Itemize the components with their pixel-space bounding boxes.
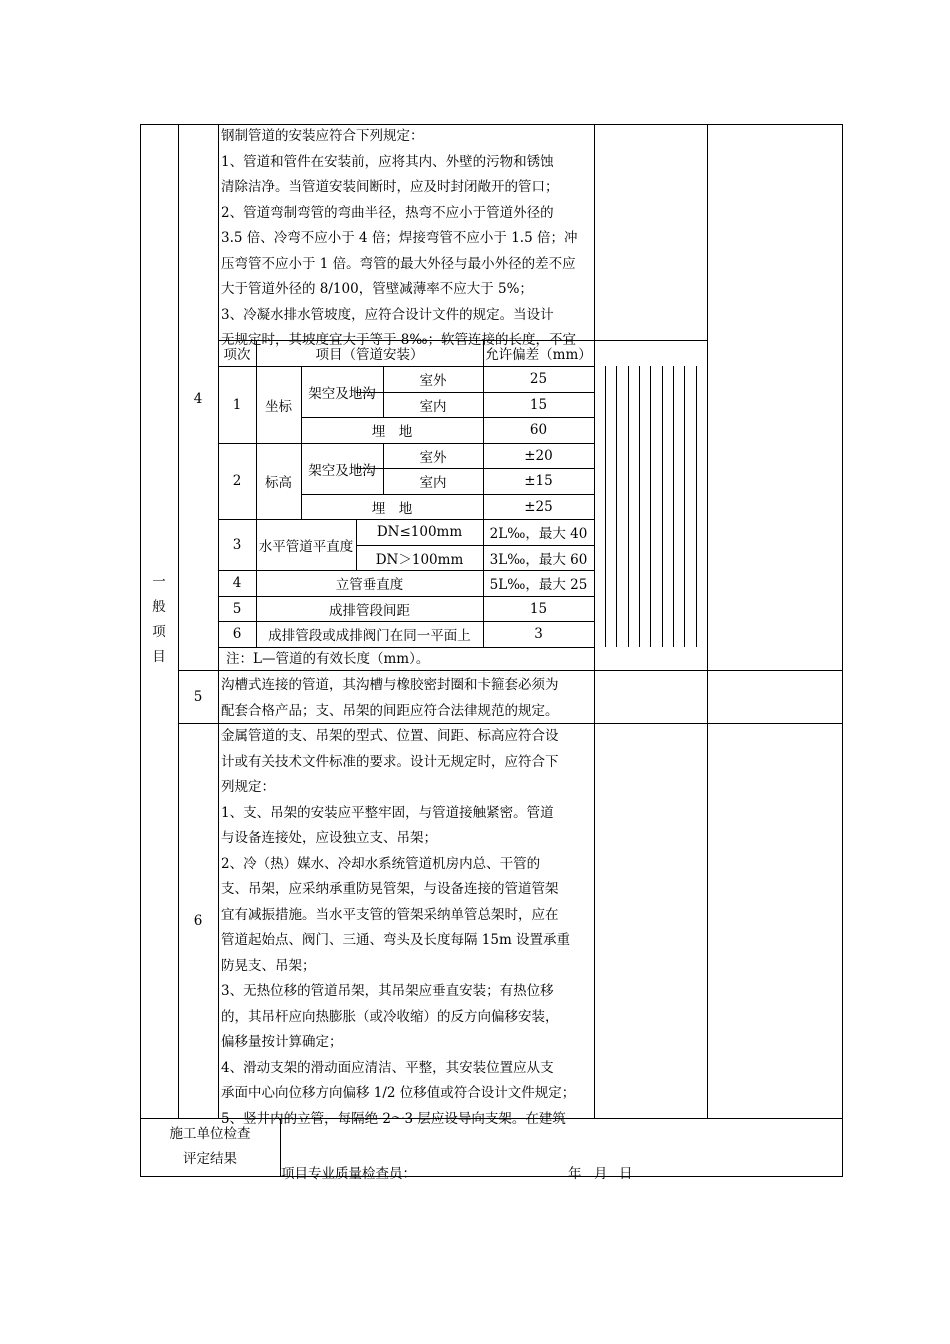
footer-label-line: 评定结果 [183, 1151, 237, 1167]
text-line: 偏移量按计算确定； [221, 1034, 343, 1050]
category-label [140, 570, 178, 670]
tol-g3-v-small: 2L‰，最大 40 [489, 526, 588, 542]
text-line: 1、支、吊架的安装应平整牢固，与管道接触紧密。管道 [221, 804, 554, 821]
tol-g2-v-indoor: ±15 [524, 473, 553, 489]
text-line: 3、无热位移的管道吊架，其吊架应垂直安装；有热位移 [221, 983, 554, 999]
category-char: 般 [152, 599, 166, 615]
text-line: 宜有减振措施。当水平支管的管架采纳单管总架时，应在 [221, 906, 559, 923]
footer-label-line: 施工单位检查 [169, 1126, 251, 1142]
text-line: 1、管道和管件在安装前，应将其内、外壁的污物和锈蚀 [221, 153, 554, 170]
tol-g4-name: 立管垂直度 [335, 577, 404, 593]
text-line: 配套合格产品；支、吊架的间距应符合法律规范的规定。 [221, 702, 559, 719]
grid-col [639, 366, 640, 647]
text-line: 列规定： [221, 779, 275, 795]
tol-g6-name: 成排管段或成排阀门在同一平面上 [268, 628, 471, 644]
text-line: 与设备连接处，应设独立支、吊架； [221, 830, 437, 846]
text-line: 3.5 倍、冷弯不应小于 4 倍；焊接弯管不应小于 1.5 倍；冲 [221, 230, 578, 246]
item5-text [221, 673, 594, 723]
col-sep-category [178, 124, 179, 1118]
category-char: 项 [152, 624, 166, 640]
tol-g3-large: DN＞100mm [375, 551, 464, 568]
tol-g5-seq: 5 [232, 600, 242, 617]
grid-col [605, 366, 606, 647]
item4-intro-text [221, 124, 594, 348]
tol-g3-seq: 3 [232, 536, 242, 553]
tol-header-item: 项目（管道安装） [315, 347, 424, 363]
table-bottom-border [140, 1176, 843, 1177]
text-line: 5、竖井内的立管，每隔绝 2～3 层应设导向支架。在建筑 [221, 1110, 566, 1127]
text-line: 管道起始点、阀门、三通、弯头及长度每隔 15m 设置承重 [221, 932, 571, 948]
tol-g2-indoor: 室内 [419, 475, 447, 491]
tol-g3-small: DN≤100mm [376, 524, 463, 540]
item-number-4: 4 [193, 391, 203, 407]
footer-label [140, 1122, 280, 1172]
tol-g2-v-outdoor: ±20 [524, 447, 553, 464]
tol-g6-value: 3 [534, 626, 543, 642]
text-line: 压弯管不应小于 1 倍。弯管的最大外径与最小外径的差不应 [221, 255, 576, 272]
text-line: 2、冷（热）媒水、冷却水系统管道机房内总、干管的 [221, 855, 541, 872]
text-line: 4、滑动支架的滑动面应清洁、平整，其安装位置应从支 [221, 1059, 554, 1076]
text-line: 无规定时，其坡度宜大于等于 8‰；软管连接的长度，不宜 [221, 332, 576, 348]
tol-g1-sub: 架空及地沟 [308, 385, 376, 402]
tol-g5-name: 成排管段间距 [329, 602, 410, 619]
grid-col [684, 366, 685, 647]
tol-g1-name: 坐标 [265, 398, 292, 415]
grid-col [673, 366, 674, 647]
grid-col [616, 366, 617, 647]
date-day: 日 [619, 1166, 633, 1182]
date-year: 年 [568, 1166, 582, 1182]
tol-g4-seq: 4 [232, 575, 242, 591]
col-sep-check [707, 124, 708, 1118]
item6-text [221, 724, 594, 1127]
tol-g2-outdoor: 室外 [419, 449, 447, 466]
text-line: 承面中心向位移方向偏移 1/2 位移值或符合设计文件规定； [221, 1085, 576, 1101]
tol-g2-seq: 2 [232, 473, 242, 489]
text-line: 大于管道外径的 8/100，管壁减薄率不应大于 5%； [221, 281, 533, 297]
tol-g3-name: 水平管道平直度 [258, 538, 354, 555]
text-line: 清除洁净。当管道安装间断时，应及时封闭敞开的管口； [221, 179, 559, 195]
text-line: 计或有关技术文件标准的要求。设计无规定时，应符合下 [221, 753, 559, 770]
tol-g3-v-large: 3L‰，最大 60 [489, 551, 588, 568]
grid-col [662, 366, 663, 647]
text-line: 支、吊架，应采纳承重防晃管架，与设备连接的管道管架 [221, 881, 559, 897]
tol-header-tolerance: 允许偏差（mm） [485, 347, 592, 363]
grid-col [628, 366, 629, 647]
tol-g1-v-buried: 60 [529, 422, 548, 438]
table-right-border [842, 124, 843, 1176]
tol-g4-value: 5L‰，最大 25 [489, 577, 588, 593]
tol-g1-v-outdoor: 25 [529, 371, 548, 387]
date-month: 月 [594, 1166, 608, 1182]
tol-g6-seq: 6 [232, 626, 242, 642]
tol-g1-v-indoor: 15 [529, 396, 548, 413]
footer-signature-area [281, 1160, 841, 1182]
tol-note: 注：L—管道的有效长度（mm）。 [226, 651, 430, 667]
category-char: 一 [152, 574, 166, 590]
tol-g2-v-buried: ±25 [524, 498, 553, 515]
text-line: 防晃支、吊架； [221, 957, 316, 974]
tol-g1-buried: 埋 地 [371, 424, 413, 440]
text-line: 2、管道弯制弯管的弯曲半径，热弯不应小于管道外径的 [221, 204, 554, 221]
tol-g1-indoor: 室内 [419, 398, 447, 415]
tol-g2-sub: 架空及地沟 [308, 462, 376, 479]
item-number-6: 6 [193, 913, 203, 929]
category-char: 目 [152, 649, 166, 665]
text-line: 3、冷凝水排水管坡度，应符合设计文件的规定。当设计 [221, 306, 554, 323]
text-line: 金属管道的支、吊架的型式、位置、间距、标高应符合设 [221, 728, 559, 744]
measurement-grid [594, 366, 707, 647]
text-line: 钢制管道的安装应符合下列规定： [221, 128, 424, 144]
tol-g5-value: 15 [529, 600, 548, 617]
tol-g1-outdoor: 室外 [419, 373, 447, 389]
text-line: 的，其吊杆应向热膨胀（或冷收缩）的反方向偏移安装， [221, 1008, 559, 1025]
grid-col [696, 366, 697, 647]
tol-g2-name: 标高 [265, 475, 292, 491]
tol-header-seq: 项次 [223, 347, 251, 363]
tol-g1-seq: 1 [232, 396, 242, 413]
grid-col [650, 366, 651, 647]
item-number-5: 5 [193, 689, 203, 705]
tol-g2-buried: 埋 地 [371, 500, 413, 517]
inspector-label: 项目专业质量检查员： [281, 1166, 416, 1182]
text-line: 沟槽式连接的管道，其沟槽与橡胶密封圈和卡箍套必须为 [221, 677, 559, 693]
